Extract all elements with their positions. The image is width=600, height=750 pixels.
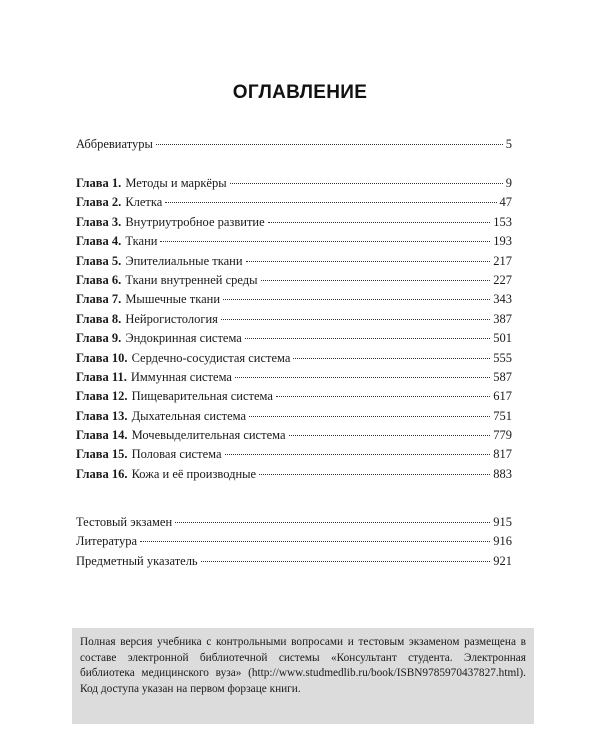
toc-entry-chapter-2[interactable] — [76, 193, 512, 212]
toc-entry-label: Предметный указатель — [76, 553, 198, 568]
dot-leader — [246, 260, 491, 262]
toc-front-section — [76, 135, 512, 154]
toc-entry-chapter-8[interactable] — [76, 310, 512, 329]
toc-entry-page: 343 — [493, 292, 512, 307]
chapter-number: Глава 11. — [76, 369, 127, 384]
toc-entry-label: Половая система — [131, 447, 222, 462]
toc-entry-page: 217 — [493, 253, 512, 268]
toc-entry-page: 555 — [493, 350, 512, 365]
toc-entry-page: 817 — [493, 447, 512, 462]
toc-entry-subject-index[interactable] — [76, 552, 512, 571]
toc-entry-label: Методы и маркёры — [125, 176, 227, 190]
chapter-number: Глава 9. — [76, 331, 122, 346]
dot-leader — [221, 318, 490, 320]
toc-entry-label: Дыхательная система — [131, 408, 247, 423]
toc-entry-label: Нейрогистология — [125, 311, 218, 326]
access-note-box: Полная версия учебника с контрольными вопросами и тестовым экзаменом размещена в составе электронной библиотечной системы «Консультант студента. Электронная библиотека медицинского вуза» (http://www.studmedlib.ru/book/ISBN9785970437827.html). Код доступа указан на первом форзаце книги. — [72, 628, 534, 724]
toc-entry-chapter-4[interactable] — [76, 232, 512, 251]
toc-entry-label: Кожа и её производные — [131, 466, 257, 481]
dot-leader — [245, 337, 490, 339]
dot-leader — [223, 298, 490, 300]
toc-entry-page: 916 — [493, 534, 512, 549]
toc-entry-label: Пищеварительная система — [131, 389, 273, 404]
chapter-number: Глава 4. — [76, 234, 122, 249]
toc-entry-chapter-15[interactable] — [76, 445, 512, 464]
chapter-number: Глава 5. — [76, 253, 122, 268]
toc-entry-page: 617 — [493, 389, 512, 404]
toc-entry-page: 921 — [493, 553, 512, 568]
dot-leader — [249, 415, 490, 417]
toc-entry-page: 501 — [493, 331, 512, 346]
dot-leader — [140, 540, 490, 542]
toc-entry-page: 883 — [493, 466, 512, 481]
dot-leader — [235, 376, 490, 378]
toc-entry-page: 153 — [493, 214, 512, 229]
toc-entry-page: 751 — [493, 408, 512, 423]
chapter-number: Глава 12. — [76, 389, 128, 404]
toc-entry-chapter-9[interactable] — [76, 329, 512, 348]
toc-entry-label: Ткани внутренней среды — [125, 272, 258, 287]
chapter-number: Глава 3. — [76, 214, 122, 229]
dot-leader — [268, 221, 491, 223]
chapter-number: Глава 13. — [76, 408, 128, 423]
toc-entry-chapter-7[interactable] — [76, 290, 512, 309]
toc-entry-page: 5 — [505, 137, 512, 151]
toc-entry-label: Литература — [76, 534, 137, 549]
toc-entry-label: Аббревиатуры — [76, 137, 153, 151]
toc-entry-label: Эпителиальные ткани — [125, 253, 243, 268]
toc-entry-label: Мышечные ткани — [125, 292, 221, 307]
toc-entry-page: 227 — [493, 272, 512, 287]
toc-entry-chapter-10[interactable] — [76, 349, 512, 368]
chapter-number: Глава 2. — [76, 195, 122, 210]
toc-entry-page: 193 — [493, 234, 512, 249]
toc-entry-test-exam[interactable] — [76, 513, 512, 532]
toc-entry-label: Иммунная система — [130, 369, 232, 384]
toc-entry-chapter-14[interactable] — [76, 426, 512, 445]
toc-entry-label: Ткани — [125, 234, 158, 249]
toc-entry-page: 9 — [505, 176, 512, 190]
chapter-number: Глава 1. — [76, 176, 122, 190]
chapter-number: Глава 8. — [76, 311, 122, 326]
toc-entry-page: 387 — [493, 311, 512, 326]
toc-entry-page: 587 — [493, 369, 512, 384]
toc-entry-chapter-11[interactable] — [76, 368, 512, 387]
toc-entry-label: Внутриутробное развитие — [125, 214, 265, 229]
dot-leader — [156, 143, 503, 145]
toc-entry-label: Эндокринная система — [125, 331, 242, 346]
toc-entry-chapter-16[interactable] — [76, 465, 512, 484]
toc-entry-label: Мочевыделительная система — [131, 428, 286, 443]
toc-entry-label: Сердечно-сосудистая система — [131, 350, 291, 365]
toc-entry-page: 779 — [493, 428, 512, 443]
dot-leader — [293, 357, 490, 359]
dot-leader — [175, 521, 490, 523]
toc-entry-page: 915 — [493, 515, 512, 529]
chapter-number: Глава 15. — [76, 447, 128, 462]
toc-entry-chapter-3[interactable] — [76, 213, 512, 232]
page-title: ОГЛАВЛЕНИЕ — [232, 82, 368, 103]
chapter-number: Глава 16. — [76, 466, 128, 481]
dot-leader — [160, 240, 490, 242]
dot-leader — [225, 453, 491, 455]
toc-entry-abbreviations[interactable] — [76, 135, 512, 154]
toc-entry-label: Клетка — [125, 195, 163, 210]
dot-leader — [230, 182, 503, 184]
toc-entry-chapter-12[interactable] — [76, 387, 512, 406]
chapter-number: Глава 14. — [76, 428, 128, 443]
chapter-number: Глава 10. — [76, 350, 128, 365]
toc-entry-label: Тестовый экзамен — [76, 515, 173, 529]
dot-leader — [276, 395, 490, 397]
dot-leader — [261, 279, 491, 281]
toc-entry-page: 47 — [499, 195, 512, 210]
toc-entry-literature[interactable] — [76, 532, 512, 551]
toc-entry-chapter-13[interactable] — [76, 407, 512, 426]
chapter-number: Глава 6. — [76, 272, 122, 287]
dot-leader — [201, 560, 491, 562]
toc-back-section — [76, 513, 512, 571]
toc-entry-chapter-5[interactable] — [76, 252, 512, 271]
dot-leader — [289, 434, 491, 436]
toc-entry-chapter-6[interactable] — [76, 271, 512, 290]
dot-leader — [259, 473, 490, 475]
dot-leader — [165, 201, 496, 203]
toc-chapters-section — [76, 174, 512, 484]
toc-entry-chapter-1[interactable] — [76, 174, 512, 193]
chapter-number: Глава 7. — [76, 292, 122, 307]
